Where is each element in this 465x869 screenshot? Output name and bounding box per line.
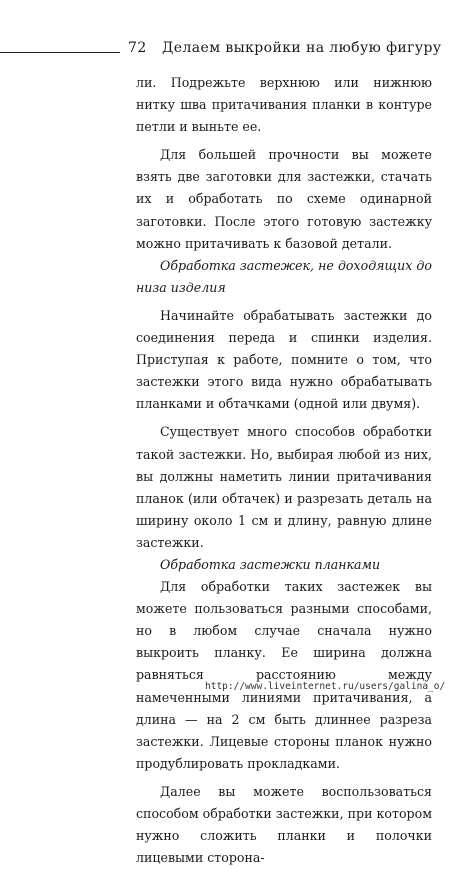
source-url[interactable]: http://www.liveinternet.ru/users/galina_o/: [205, 681, 446, 692]
paragraph-continuation: ли. Подрежьте верхнюю или нижнюю нитку шва притачивания планки в контуре петли и выньте ее.: [136, 75, 432, 135]
running-title: Делаем выкройки на любую фигуру: [162, 40, 442, 56]
paragraph: Для обработки таких застежек вы можете пользоваться разными способами, но в любом случае сначала нужно выкроить планку. Ее ширина должна равняться расстоянию между намеченными линиями притачивания, а длина — на 2 см быть длиннее разреза застежки. Лицевые стороны планок нужно продублировать прокладками.: [136, 579, 432, 771]
paragraph: Для большей прочности вы можете взять две заготовки для застежки, стачать их и обработать по схеме одинарной заготовки. После этого готовую застежку можно притачивать к базовой детали.: [136, 147, 432, 251]
paragraph: Далее вы можете воспользоваться способом обработки застежки, при котором нужно сложить планки и полочки лицевыми сторона-: [136, 783, 432, 866]
subheading: Обработка застежек, не доходящих до низа изделия: [136, 257, 432, 295]
page-body: [136, 72, 432, 869]
page-number: 72: [128, 40, 147, 56]
header-rule: [0, 52, 120, 53]
subheading: Обработка застежки планками: [160, 556, 381, 572]
page-header: [0, 40, 465, 62]
paragraph: Начинайте обрабатывать застежки до соединения переда и спинки изделия. Приступая к работе, помните о том, что застежки этого вида нужно обрабатывать планками и обтачками (одной или двумя).: [136, 307, 432, 412]
paragraph: Существует много способов обработки такой застежки. Но, выбирая любой из них, вы должны наметить линии притачивания планок (или обтачек) и разрезать деталь на ширину около 1 см и длину, равную длине застежки.: [136, 424, 432, 550]
